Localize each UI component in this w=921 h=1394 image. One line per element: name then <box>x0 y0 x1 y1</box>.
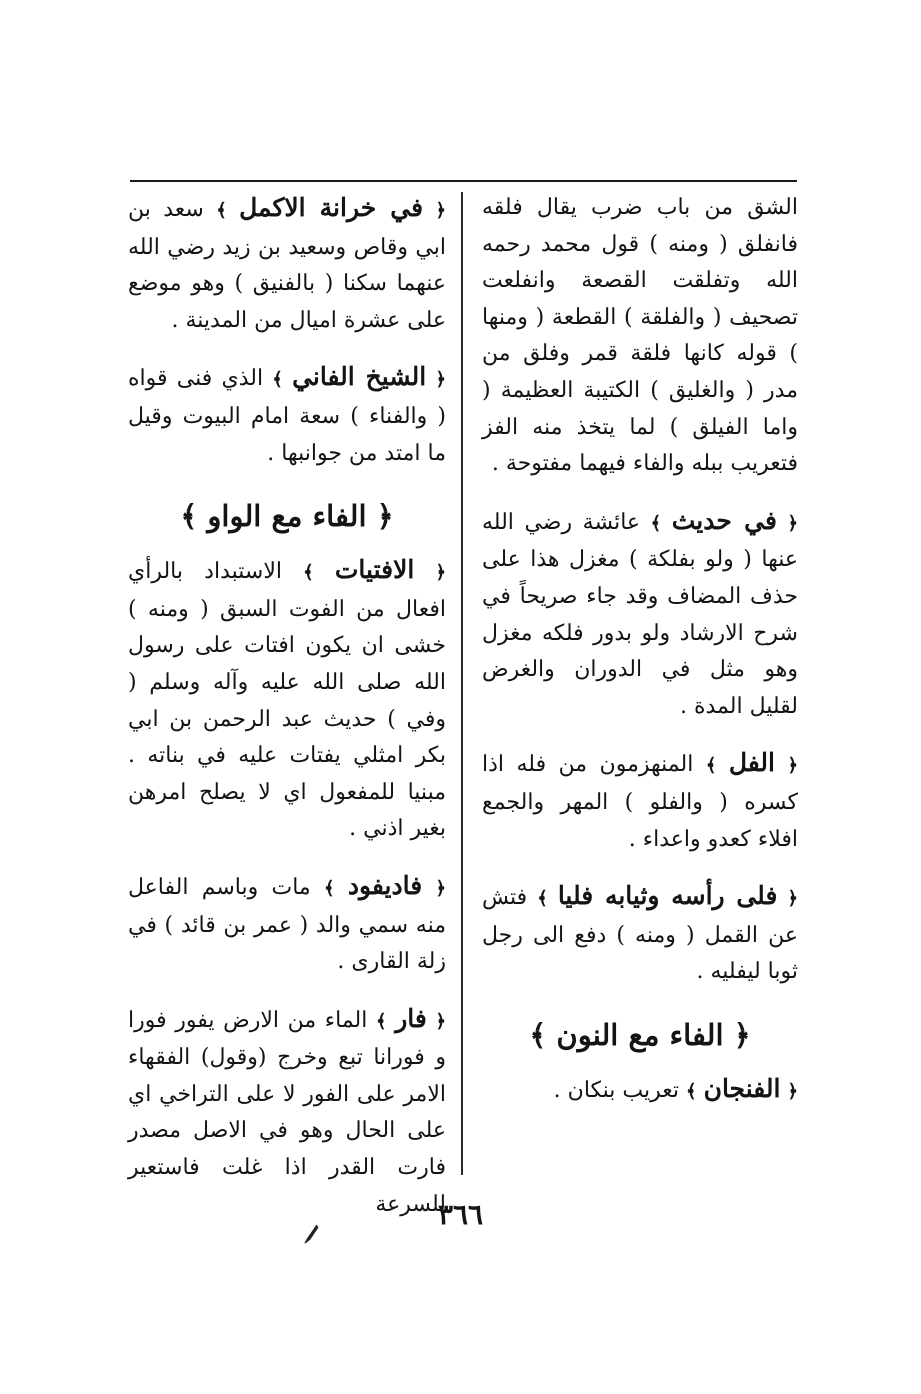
pen-mark-icon <box>302 1223 320 1245</box>
entry-headword: الفل <box>728 748 775 778</box>
ornament-close: ﴾ <box>650 512 662 534</box>
entry-headword: فار <box>395 1003 427 1033</box>
entry-al-fall <box>482 745 798 858</box>
ornament-close: ﴾ <box>705 755 717 777</box>
entry-fadifud <box>128 868 446 981</box>
entry-al-iftiyat <box>128 552 446 848</box>
ornament-open: ﴿ <box>787 1080 798 1102</box>
entry-headword: في حديث <box>671 505 777 535</box>
entry-text: مات وباسم الفاعل منه سمي والد ( عمر بن قائد ) في زلة القارى . <box>128 874 446 975</box>
section-heading-fa-waw: ﴿ الفاء مع الواو ﴾ <box>180 499 394 534</box>
ornament-close: ﴾ <box>323 877 335 899</box>
page-number: ٣٦٦ <box>437 1198 484 1231</box>
ornament-open: ﴿ <box>787 512 799 534</box>
ornament-open: ﴿ <box>435 369 446 391</box>
column-divider <box>461 192 463 1175</box>
entry-text: عائشة رضي الله عنها ( ولو بفلكة ) مغزل هذا على حذف المضاف وقد جاء صريحاً في شرح الارشاد ولو بدور فلكه مغزل وهو مثل في الدوران والغرض لقليل المدة . <box>482 509 798 719</box>
entry-khizana <box>128 190 446 339</box>
right-column <box>482 190 798 1130</box>
ornament-close: ﴾ <box>376 1010 387 1032</box>
left-column <box>128 190 446 1243</box>
ornament-open: ﴿ <box>435 562 447 584</box>
entry-text: الشق من باب ضرب يقال فلقه فانفلق ( ومنه ) قول محمد رحمه الله وتفلقت القصعة وانفلعت تصحيف ( والفلقة ) القطعة ( ومنها ) قوله كانها فلقة قمر وفلق من مدر ( والغليق ) الكتيبة العظيمة ( واما الفيلق ) لما يتخذ منه الفز فتعريب ببله والفاء فيهما مفتوحة . <box>482 195 798 477</box>
ornament-open: ﴿ <box>787 888 798 910</box>
entry-headword: الشيخ الفاني <box>292 362 427 392</box>
entry-headword: الافتيات <box>334 555 415 585</box>
entry-al-finjan <box>482 1071 798 1111</box>
ornament-close: ﴾ <box>272 369 283 391</box>
entry-text: فتش عن القمل ( ومنه ) دفع الى رجل ثوبا ليفليه . <box>482 885 798 985</box>
entry-headword: الفنجان <box>703 1073 781 1103</box>
entry-text: المنهزمون من فله اذا كسره ( والفلو ) المهر والجمع افلاء كعدو واعداء . <box>482 752 798 852</box>
header-rule <box>130 180 797 182</box>
ornament-close: ﴾ <box>303 562 314 584</box>
entry-text: الذي فنى قواه ( والفناء ) سعة امام البيوت وقيل ما امتد من جوانبها . <box>128 366 446 466</box>
entry-far <box>128 1001 446 1224</box>
ornament-open: ﴿ <box>435 877 446 899</box>
entry-text: سعد بن ابي وقاص وسعيد بن زيد رضي الله عنهما سكنا ( بالفنيق ) وهو موضع على عشرة اميال من المدينة . <box>128 197 446 333</box>
ornament-open: ﴿ <box>435 200 446 221</box>
entry-headword: فاديفود <box>347 870 423 900</box>
entry-fala <box>482 878 798 991</box>
entry-text: تعريب بنكان . <box>553 1077 680 1103</box>
entry-headword: في خرانة الاكمل <box>239 193 424 222</box>
ornament-open: ﴿ <box>435 1010 447 1032</box>
ornament-close: ﴾ <box>686 1080 697 1102</box>
ornament-close: ﴾ <box>216 200 227 221</box>
section-heading-fa-nun: ﴿ الفاء مع النون ﴾ <box>529 1017 751 1052</box>
entry-text: الاستبداد بالرأي افعال من الفوت السبق ( ومنه ) خشى ان يكون افتات على رسول الله صلى الله عليه وآله وسلم ( وفي ) حديث عبد الرحمن بن ابي بكر امثلي يفتات عليه في بناته . مبنيا للمفعول اي لا يصلح امرهن بغير اذني . <box>128 559 446 842</box>
ornament-close: ﴾ <box>537 888 548 910</box>
entry-al-shaykh <box>128 359 446 472</box>
entry-text: الماء من الارض يفور فورا و فورانا تبع وخرج (وقول) الفقهاء الامر على الفور لا على التراخي اي على الحال وهو في الاصل مصدر فارت القدر اذا غلت فاستعير للسرعة <box>128 1007 446 1217</box>
entry-headword: فلى رأسه وثيابه فليا <box>557 881 778 911</box>
entry-continuation <box>482 190 798 483</box>
ornament-open: ﴿ <box>787 755 799 777</box>
entry-fi-hadith <box>482 503 798 726</box>
